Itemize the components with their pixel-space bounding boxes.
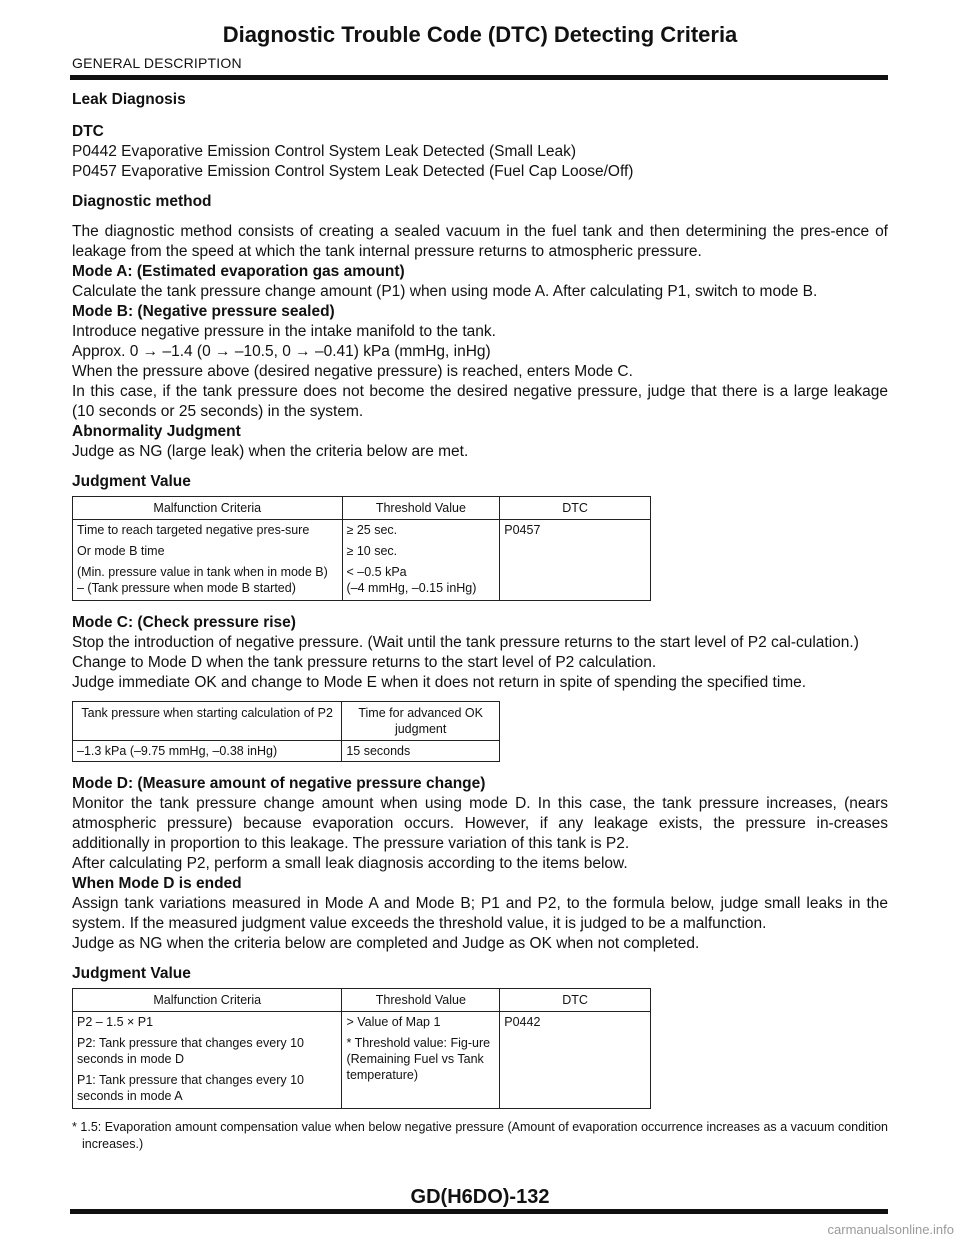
page-title: Diagnostic Trouble Code (DTC) Detecting Criteria <box>222 22 738 47</box>
column-header: DTC <box>500 497 651 520</box>
column-header: Threshold Value <box>342 989 500 1012</box>
header-rule <box>70 75 888 80</box>
page-number: GD(H6DO)-132 <box>410 1186 550 1208</box>
judgment-table-p0442 <box>72 988 651 1109</box>
table-cell: * Threshold value: Fig-ure (Remaining Fuel vs Tank temperature) <box>342 1034 500 1109</box>
mode-b-heading: Mode B: (Negative pressure sealed) <box>72 303 335 320</box>
table-row <box>73 741 500 762</box>
section-name: GENERAL DESCRIPTION <box>72 55 242 71</box>
table-cell: (Min. pressure value in tank when in mode B) – (Tank pressure when mode B started) <box>73 563 343 601</box>
mode-b-line: Approx. 0 → –1.4 (0 → –10.5, 0 → –0.41) kPa (mmHg, inHg) <box>72 343 491 360</box>
footer-rule <box>70 1209 888 1214</box>
mode-d-heading: Mode D: (Measure amount of negative pressure change) <box>72 775 486 792</box>
page-content <box>72 90 888 1153</box>
diagnostic-method-text: The diagnostic method consists of creating a sealed vacuum in the fuel tank and then determining the pres-ence of leakage from the speed at which the tank internal pressure returns to atmospheric pressure. <box>72 223 888 260</box>
mode-d-end-heading: When Mode D is ended <box>72 875 242 892</box>
dtc-cell: P0442 <box>500 1012 651 1109</box>
column-header: Threshold Value <box>342 497 500 520</box>
mode-c-heading: Mode C: (Check pressure rise) <box>72 614 296 631</box>
mode-c-text: Stop the introduction of negative pressure. (Wait until the tank pressure returns to the start level of P2 cal-culation.) <box>72 634 859 651</box>
column-header: Tank pressure when starting calculation of P2 <box>73 702 342 741</box>
leak-diagnosis-heading: Leak Diagnosis <box>72 91 186 108</box>
judgment-table-p0457 <box>72 496 651 601</box>
table-header-row <box>73 702 500 741</box>
judgment-value-heading: Judgment Value <box>72 965 191 982</box>
table-cell: –1.3 kPa (–9.75 mmHg, –0.38 inHg) <box>73 741 342 762</box>
mode-d-end-text: Judge as NG when the criteria below are completed and Judge as OK when not completed. <box>72 935 700 952</box>
table-cell: ≥ 25 sec. <box>342 520 500 543</box>
table-cell: P1: Tank pressure that changes every 10 seconds in mode A <box>73 1071 342 1109</box>
dtc-label: DTC <box>72 123 104 140</box>
column-header: Time for advanced OK judgment <box>342 702 500 741</box>
mode-d-end-text: Assign tank variations measured in Mode A and Mode B; P1 and P2, to the formula below, judge small leaks in the system. If the measured judgment value exceeds the threshold value, it is judged to be a malfunction. <box>72 895 888 932</box>
dtc-cell: P0457 <box>500 520 651 601</box>
mode-b-line: Introduce negative pressure in the intake manifold to the tank. <box>72 323 496 340</box>
column-header: Malfunction Criteria <box>73 497 343 520</box>
dtc-line-p0442: P0442 Evaporative Emission Control System Leak Detected (Small Leak) <box>72 143 576 160</box>
table-cell: ≥ 10 sec. <box>342 542 500 563</box>
mode-c-text: Judge immediate OK and change to Mode E when it does not return in spite of spending the specified time. <box>72 674 807 691</box>
table-cell: Or mode B time <box>73 542 343 563</box>
mode-d-text: After calculating P2, perform a small leak diagnosis according to the items below. <box>72 855 628 872</box>
column-header: Malfunction Criteria <box>73 989 342 1012</box>
footnote: * 1.5: Evaporation amount compensation value when below negative pressure (Amount of evaporation occurrence increases as a vacuum condition increases.) <box>72 1120 888 1151</box>
judgment-value-heading: Judgment Value <box>72 473 191 490</box>
column-header: DTC <box>500 989 651 1012</box>
table-cell: P2 – 1.5 × P1 <box>73 1012 342 1035</box>
table-cell: P2: Tank pressure that changes every 10 seconds in mode D <box>73 1034 342 1071</box>
mode-a-heading: Mode A: (Estimated evaporation gas amount) <box>72 263 405 280</box>
mode-b-line: When the pressure above (desired negative pressure) is reached, enters Mode C. <box>72 363 633 380</box>
table-cell: < –0.5 kPa (–4 mmHg, –0.15 inHg) <box>342 563 500 601</box>
mode-a-text: Calculate the tank pressure change amount (P1) when using mode A. After calculating P1, switch to mode B. <box>72 283 818 300</box>
table-cell: > Value of Map 1 <box>342 1012 500 1035</box>
table-cell: Time to reach targeted negative pres-sure <box>73 520 343 543</box>
mode-c-text: Change to Mode D when the tank pressure returns to the start level of P2 calculation. <box>72 654 657 671</box>
watermark-text[interactable]: carmanualsonline.info <box>827 1222 954 1237</box>
table-header-row <box>73 497 651 520</box>
table-row <box>73 1012 651 1035</box>
mode-b-text: In this case, if the tank pressure does not become the desired negative pressure, judge that there is a large leakage (10 seconds or 25 seconds) in the system. <box>72 383 888 420</box>
table-row <box>73 520 651 543</box>
advanced-ok-table <box>72 701 500 762</box>
abnormality-judgment-text: Judge as NG (large leak) when the criteria below are met. <box>72 443 469 460</box>
mode-d-text: Monitor the tank pressure change amount when using mode D. In this case, the tank pressure increases, (nears atmospheric pressure) because evaporation occurs. However, if any leakage exists, the pressure in-creases additionally in proportion to this leakage. The pressure variation of this tank is P2. <box>72 795 888 852</box>
table-cell: 15 seconds <box>342 741 500 762</box>
table-header-row <box>73 989 651 1012</box>
diagnostic-method-heading: Diagnostic method <box>72 193 212 210</box>
abnormality-judgment-heading: Abnormality Judgment <box>72 423 241 440</box>
dtc-line-p0457: P0457 Evaporative Emission Control System Leak Detected (Fuel Cap Loose/Off) <box>72 163 634 180</box>
